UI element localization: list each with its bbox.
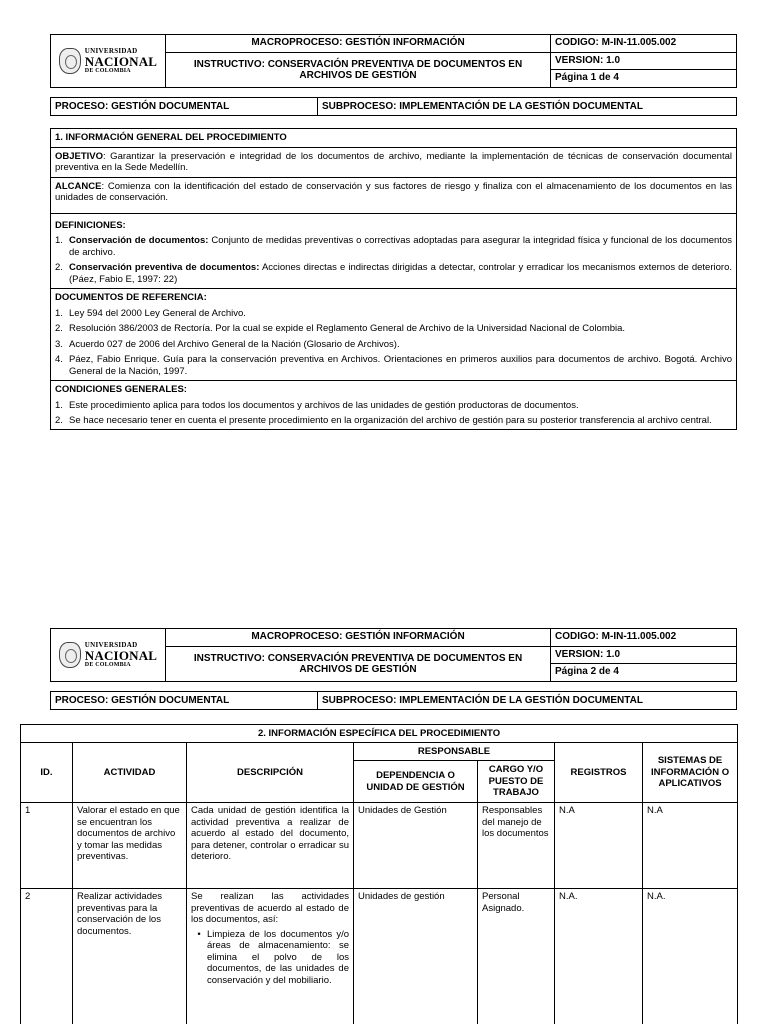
row-sistemas: N.A [643,803,738,889]
column-header-dependencia: DEPENDENCIA O UNIDAD DE GESTIÓN [354,761,478,803]
document-version: VERSION: 1.0 [551,52,737,70]
university-seal-icon [59,48,81,74]
macroproceso-title: MACROPROCESO: GESTIÓN INFORMACIÓN [166,35,551,53]
subproceso-label: SUBPROCESO: IMPLEMENTACIÓN DE LA GESTIÓN DOCUMENTAL [318,98,737,116]
list-item: 2. Conservación preventiva de documentos: Acciones directas e indirectas dirigidas a detectar, controlar y erradicar los mecanismos externos de deterioro. (Páez, Fabio E, 1997: 22) [55,262,732,285]
list-item: • Limpieza de los documentos y/o áreas de almacenamiento: se elimina el polvo de los documentos, de las unidades de conservación y del mobiliario. [191,929,349,987]
table-row [21,803,738,889]
list-item: 4. Páez, Fabio Enrique. Guía para la conservación preventiva en Archivos. Orientaciones en primeros auxilios para documentos de archivo. Bogotá. Archivo General de la Nación, 1997. [55,354,732,377]
referencias-heading: DOCUMENTOS DE REFERENCIA: [55,292,207,303]
instructivo-title: INSTRUCTIVO: CONSERVACIÓN PREVENTIVA DE DOCUMENTOS EN ARCHIVOS DE GESTIÓN [166,52,551,87]
condiciones-block [51,381,737,430]
subproceso-label: SUBPROCESO: IMPLEMENTACIÓN DE LA GESTIÓN DOCUMENTAL [318,692,737,710]
instructivo-title: INSTRUCTIVO: CONSERVACIÓN PREVENTIVA DE DOCUMENTOS EN ARCHIVOS DE GESTIÓN [166,646,551,681]
proceso-label: PROCESO: GESTIÓN DOCUMENTAL [51,98,318,116]
table-row [21,889,738,1024]
logo-cell [51,35,166,88]
macroproceso-title: MACROPROCESO: GESTIÓN INFORMACIÓN [166,629,551,647]
university-seal-icon [59,642,81,668]
objetivo-block: OBJETIVO: Garantizar la preservación e integridad de los documentos de archivo, mediante la implementación de técnicas de conservación documental preventiva en la Sede Medellín. [51,147,737,177]
document-code: CODIGO: M-IN-11.005.002 [551,629,737,647]
row-descripcion: Se realizan las actividades preventivas de acuerdo al estado de los documentos, así: • Limpieza de los documentos y/o áreas de almacenamiento: se elimina el polvo de los documentos, de las unidades de conservación y del mobiliario. [187,889,354,1024]
column-header-sistemas: SISTEMAS DE INFORMACIÓN O APLICATIVOS [643,743,738,803]
row-dependencia: Unidades de Gestión [354,803,478,889]
list-item: 2. Resolución 386/2003 de Rectoría. Por la cual se expide el Reglamento General de Archivo de la Universidad Nacional de Colombia. [55,323,626,334]
page-2 [50,628,737,710]
general-info-section [50,128,737,430]
procedure-table [20,724,738,1024]
list-item: 2. Se hace necesario tener en cuenta el presente procedimiento en la organización del archivo de gestión para su posterior transferencia al archivo central. [55,415,712,426]
list-item: 3. Acuerdo 027 de 2006 del Archivo General de la Nación (Glosario de Archivos). [55,338,400,350]
column-header-descripcion: DESCRIPCIÓN [187,743,354,803]
row-sistemas: N.A. [643,889,738,1024]
column-header-actividad: ACTIVIDAD [73,743,187,803]
logo-cell [51,629,166,682]
process-row [50,97,737,116]
definiciones-block [51,213,737,289]
column-header-cargo: CARGO Y/O PUESTO DE TRABAJO [478,761,555,803]
list-item: 1. Conservación de documentos: Conjunto de medidas preventivas o correctivas adoptadas para asegurar la integridad física y funcional de los documentos de archivo. [55,235,732,258]
row-registros: N.A [555,803,643,889]
section-title: 1. INFORMACIÓN GENERAL DEL PROCEDIMIENTO [51,129,737,148]
row-cargo: Responsables del manejo de los documentos [478,803,555,889]
row-descripcion: Cada unidad de gestión identifica la actividad preventiva a realizar de acuerdo al estado del documento, para detener, controlar o erradicar su deterioro. [187,803,354,889]
row-registros: N.A. [555,889,643,1024]
row-cargo: Personal Asignado. [478,889,555,1024]
list-item: 1. Este procedimiento aplica para todos los documentos y archivos de las unidades de gestión productoras de documentos. [55,399,579,411]
proceso-label: PROCESO: GESTIÓN DOCUMENTAL [51,692,318,710]
university-logo: UNIVERSIDAD NACIONAL DE COLOMBIA [51,629,165,681]
process-row [50,691,737,710]
document-header [50,628,737,682]
document-code: CODIGO: M-IN-11.005.002 [551,35,737,53]
condiciones-heading: CONDICIONES GENERALES: [55,384,187,395]
column-header-id: ID. [21,743,73,803]
page-1 [50,34,737,430]
page-number: Página 1 de 4 [551,70,737,88]
row-actividad: Realizar actividades preventivas para la conservación de los documentos. [73,889,187,1024]
row-actividad: Valorar el estado en que se encuentran los documentos de archivo y tomar las medidas preventivas. [73,803,187,889]
bullet-icon: • [197,928,201,940]
definiciones-heading: DEFINICIONES: [55,219,126,231]
page-number: Página 2 de 4 [551,664,737,682]
column-header-responsable: RESPONSABLE [354,743,555,761]
alcance-block: ALCANCE: Comienza con la identificación del estado de conservación y sus factores de riesgo y finaliza con el almacenamiento de los documentos en las unidades de conservación. [51,177,737,213]
column-header-registros: REGISTROS [555,743,643,803]
row-dependencia: Unidades de gestión [354,889,478,1024]
university-logo: UNIVERSIDAD NACIONAL DE COLOMBIA [51,35,165,87]
document-header [50,34,737,88]
row-id: 2 [21,889,73,1024]
section-title: 2. INFORMACIÓN ESPECÍFICA DEL PROCEDIMIENTO [21,725,738,743]
document-version: VERSION: 1.0 [551,646,737,664]
list-item: 1. Ley 594 del 2000 Ley General de Archivo. [55,307,246,319]
row-id: 1 [21,803,73,889]
referencias-block [51,289,737,381]
